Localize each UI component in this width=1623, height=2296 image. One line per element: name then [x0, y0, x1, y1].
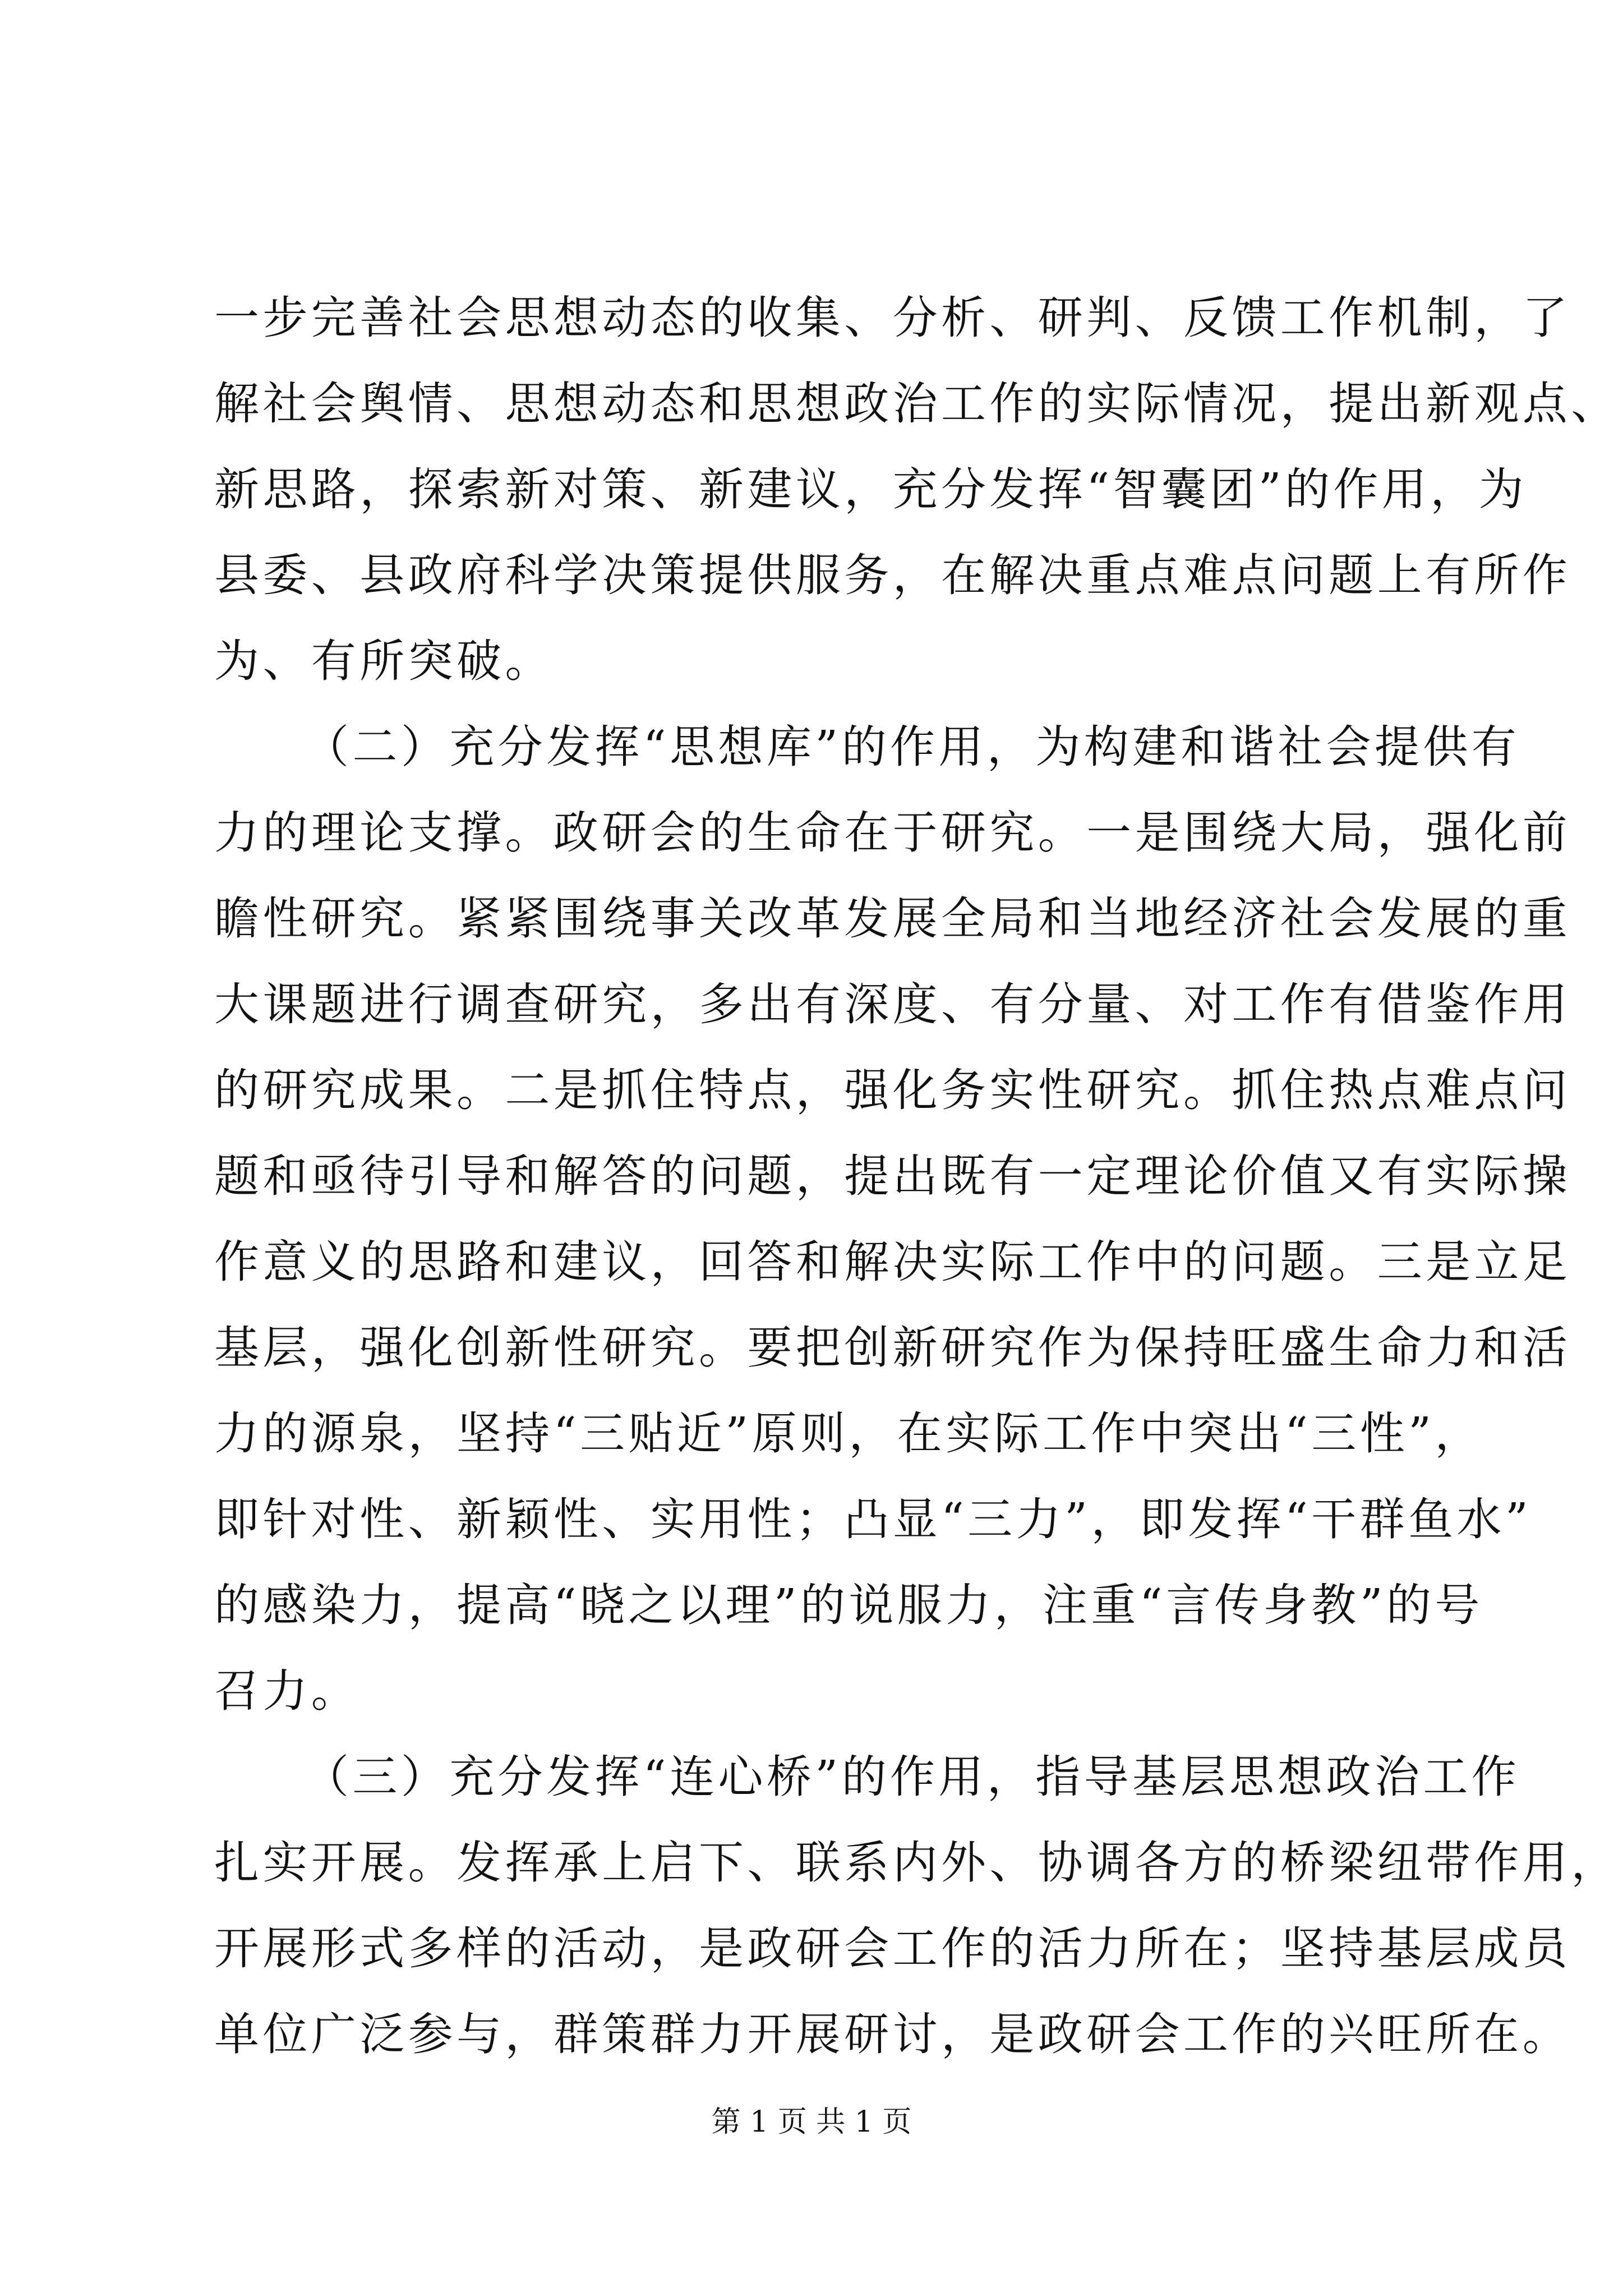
- text-line: 县委、县政府科学决策提供服务，在解决重点难点问题上有所作: [214, 549, 1571, 601]
- text-line: 的研究成果。二是抓住特点，强化务实性研究。抓住热点难点问: [214, 1064, 1571, 1116]
- text-line: 作意义的思路和建议，回答和解决实际工作中的问题。三是立足: [214, 1236, 1571, 1288]
- body-text: [214, 275, 1620, 2077]
- page-number-footer: 第 1 页 共 1 页: [711, 2105, 912, 2139]
- text-line: 题和亟待引导和解答的问题，提出既有一定理论价值又有实际操: [214, 1150, 1571, 1202]
- text-line: 一步完善社会思想动态的收集、分析、研判、反馈工作机制，了: [214, 292, 1571, 344]
- text-line: 新思路，探索新对策、新建议，充分发挥“智囊团”的作用，为: [214, 463, 1527, 516]
- text-line: 即针对性、新颖性、实用性；凸显“三力”，即发挥“干群鱼水”: [214, 1493, 1532, 1545]
- text-line: 力的源泉，坚持“三贴近”原则，在实际工作中突出“三性”，: [214, 1407, 1483, 1460]
- text-line: 大课题进行调查研究，多出有深度、有分量、对工作有借鉴作用: [214, 978, 1571, 1030]
- text-line: 扎实开展。发挥承上启下、联系内外、协调各方的桥梁纽带作用，: [214, 1837, 1620, 1889]
- text-line: 解社会舆情、思想动态和思想政治工作的实际情况，提出新观点、: [214, 378, 1620, 430]
- text-line: 瞻性研究。紧紧围绕事关改革发展全局和当地经济社会发展的重: [214, 892, 1571, 945]
- section-heading-line: （三）充分发挥“连心桥”的作用，指导基层思想政治工作: [304, 1751, 1520, 1803]
- text-line: 开展形式多样的活动，是政研会工作的活力所在；坚持基层成员: [214, 1922, 1571, 1975]
- text-line: 基层，强化创新性研究。要把创新研究作为保持旺盛生命力和活: [214, 1322, 1571, 1374]
- text-line: 力的理论支撑。政研会的生命在于研究。一是围绕大局，强化前: [214, 807, 1571, 859]
- text-line: 为、有所突破。: [214, 635, 554, 687]
- text-line: 的感染力，提高“晓之以理”的说服力，注重“言传身教”的号: [214, 1579, 1483, 1631]
- text-line: 召力。: [214, 1665, 360, 1717]
- text-line: 单位广泛参与，群策群力开展研讨，是政研会工作的兴旺所在。: [214, 2008, 1571, 2060]
- section-heading-line: （二）充分发挥“思想库”的作用，为构建和谐社会提供有: [304, 721, 1520, 773]
